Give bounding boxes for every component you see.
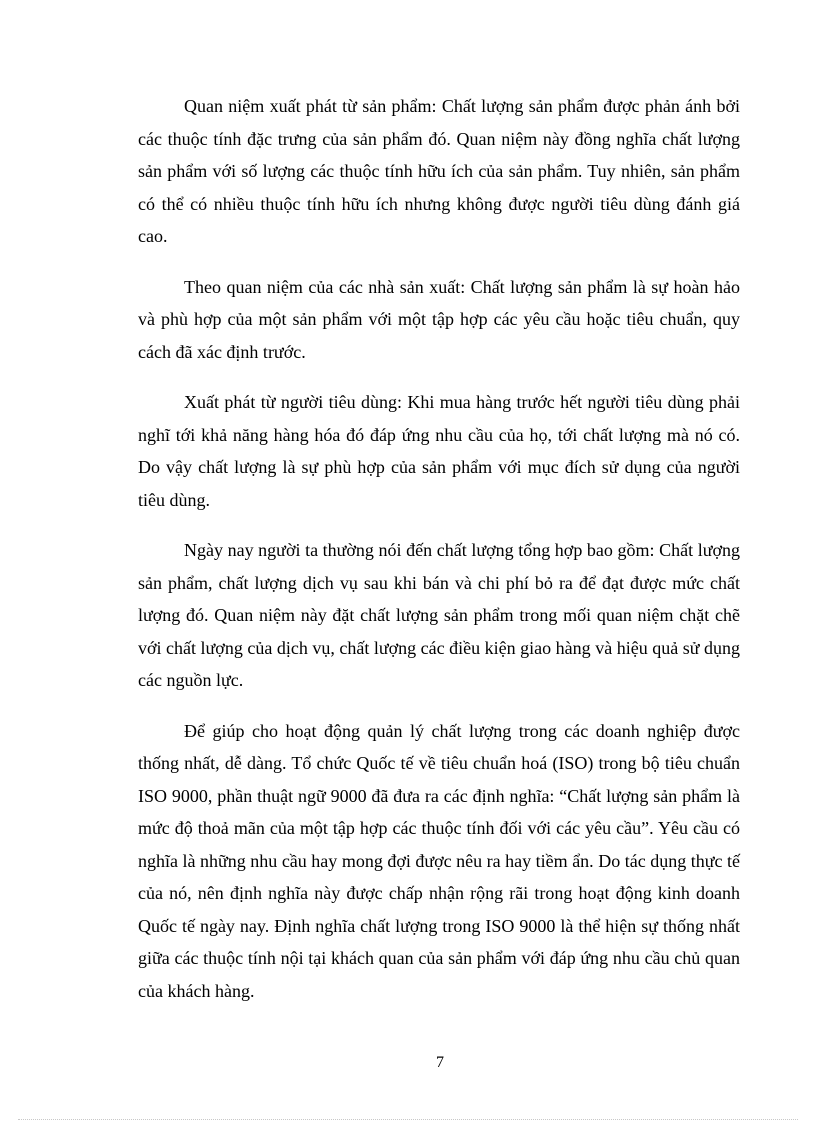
- paragraph-product-view: Quan niệm xuất phát từ sản phẩm: Chất lượng sản phẩm được phản ánh bởi các thuộc tính đặc trưng của sản phẩm đó. Quan niệm này đồng nghĩa chất lượng sản phẩm với số lượng các thuộc tính hữu ích của sản phẩm. Tuy nhiên, sản phẩm có thể có nhiều thuộc tính hữu ích nhưng không được người tiêu dùng đánh giá cao.: [138, 96, 740, 246]
- paragraph-total-quality: Ngày nay người ta thường nói đến chất lượng tổng hợp bao gồm: Chất lượng sản phẩm, chất lượng dịch vụ sau khi bán và chi phí bỏ ra để đạt được mức chất lượng đó. Quan niệm này đặt chất lượng sản phẩm trong mối quan niệm chặt chẽ với chất lượng của dịch vụ, chất lượng các điều kiện giao hàng và hiệu quả sử dụng các nguồn lực.: [138, 540, 740, 690]
- page-bottom-divider: [18, 1119, 798, 1120]
- paragraph-consumer-view: Xuất phát từ người tiêu dùng: Khi mua hàng trước hết người tiêu dùng phải nghĩ tới khả năng hàng hóa đó đáp ứng nhu cầu của họ, tới chất lượng mà nó có. Do vậy chất lượng là sự phù hợp của sản phẩm với mục đích sử dụng của người tiêu dùng.: [138, 392, 740, 510]
- paragraph-manufacturer-view: Theo quan niệm của các nhà sản xuất: Chất lượng sản phẩm là sự hoàn hảo và phù hợp của một sản phẩm với một tập hợp các yêu cầu hoặc tiêu chuẩn, quy cách đã xác định trước.: [138, 276, 740, 362]
- page-body: [138, 90, 740, 1025]
- paragraph-iso-definition: Để giúp cho hoạt động quản lý chất lượng trong các doanh nghiệp được thống nhất, dễ dàng. Tổ chức Quốc tế về tiêu chuẩn hoá (ISO) trong bộ tiêu chuẩn ISO 9000, phần thuật ngữ 9000 đã đưa ra các định nghĩa: “Chất lượng sản phẩm là mức độ thoả mãn của một tập hợp các thuộc tính đối với các yêu cầu”. Yêu cầu có nghĩa là những nhu cầu hay mong đợi được nêu ra hay tiềm ẩn. Do tác dụng thực tế của nó, nên định nghĩa này được chấp nhận rộng rãi trong hoạt động kinh doanh Quốc tế ngày nay. Định nghĩa chất lượng trong ISO 9000 là thể hiện sự thống nhất giữa các thuộc tính nội tại khách quan của sản phẩm với đáp ứng nhu cầu chủ quan của khách hàng.: [138, 720, 740, 1001]
- page-number: 7: [436, 1054, 444, 1071]
